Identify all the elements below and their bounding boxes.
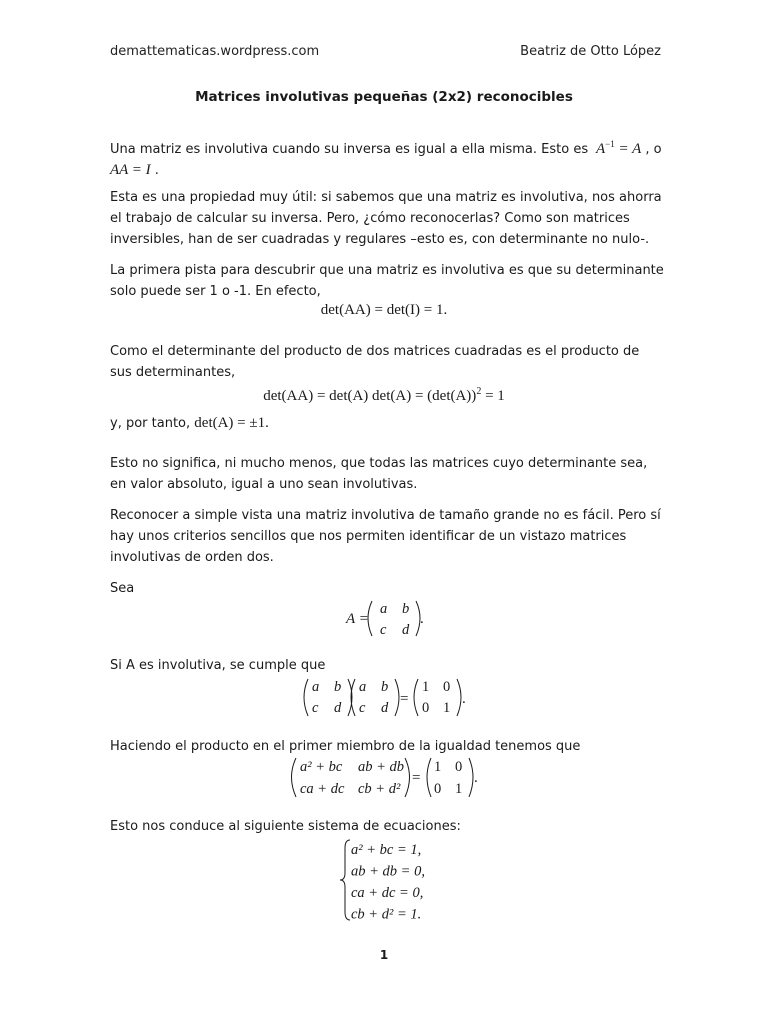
matrix-a-entry-22: d [402, 622, 410, 638]
det-equation-2-exponent: 2 [476, 386, 482, 397]
therefore-text: y, por tanto, [110, 416, 191, 431]
matrix-expanded-entry-12: ab + db [358, 759, 405, 775]
header-author: Beatriz de Otto López [520, 44, 661, 59]
matrix-id1-left-paren [414, 679, 418, 716]
inverse-rhs: = A [618, 141, 642, 157]
matrix-p2-entry-21: c [359, 700, 366, 716]
header-site: demattematicas.wordpress.com [110, 44, 320, 59]
matrix-id2-right-paren [469, 758, 473, 797]
product-equals-sign: = [400, 691, 409, 707]
matrix-id2-entry-12: 0 [455, 759, 463, 775]
det-equation-1: det(AA) = det(I) = 1. [320, 302, 448, 318]
matrix-p2-entry-22: d [381, 700, 389, 716]
matrix-id2-entry-21: 0 [434, 781, 442, 797]
paragraph-definition-text: Una matriz es involutiva cuando su inversa es igual a ella misma. Esto es [110, 142, 589, 157]
matrix-p1-entry-21: c [312, 700, 319, 716]
paragraph-product: Haciendo el producto en el primer miembro de la igualdad tenemos que [110, 739, 581, 754]
paragraph-involutive-condition: Si A es involutiva, se cumple que [110, 658, 326, 673]
det-equation-2-result: = 1 [481, 388, 505, 404]
matrix-p1-left-paren [304, 679, 308, 716]
paragraph-sea: Sea [110, 581, 135, 596]
system-equation-4: cb + d² = 1. [351, 906, 422, 923]
product-period: . [462, 691, 466, 707]
matrix-a-entry-21: c [380, 622, 387, 638]
matrix-id1-entry-21: 0 [422, 700, 430, 716]
paragraph-system: Esto nos conduce al siguiente sistema de ecuaciones: [110, 819, 461, 834]
paragraph-not-all: Esto no significa, ni mucho menos, que todas las matrices cuyo determinante sea, en valor absoluto, igual a uno sean involutivas. [110, 456, 648, 492]
matrix-a-entry-12: b [402, 601, 410, 617]
matrix-p1-entry-22: d [334, 700, 342, 716]
paragraph-determinant-product: Como el determinante del producto de dos matrices cuadradas es el producto de sus determinantes, [110, 344, 640, 380]
system-equation-3: ca + dc = 0, [351, 885, 424, 901]
matrix-a-entry-11: a [380, 601, 388, 617]
matrix-id2-left-paren [427, 758, 431, 797]
matrix-expanded-entry-22: cb + d² [358, 781, 401, 797]
matrix-id1-entry-11: 1 [422, 679, 430, 695]
aa-equation: AA = I [110, 162, 151, 178]
matrix-expanded-entry-11: a² + bc [300, 759, 343, 775]
document-title: Matrices involutivas pequeñas (2x2) reconocibles [195, 89, 573, 105]
system-equation-1: a² + bc = 1, [351, 842, 422, 858]
system-equation-2: ab + db = 0, [351, 863, 425, 880]
matrix-expanded-right-paren [405, 758, 410, 797]
matrix-id1-entry-12: 0 [443, 679, 451, 695]
matrix-p1-entry-11: a [312, 679, 320, 695]
matrix-p1-entry-12: b [334, 679, 342, 695]
system-brace [340, 840, 350, 920]
expanded-equals-sign: = [412, 770, 421, 786]
matrix-id2-entry-22: 1 [455, 781, 463, 797]
paragraph-criteria: Reconocer a simple vista una matriz involutiva de tamaño grande no es fácil. Pero sí hay unos criterios sencillos que nos permiten identificar de un vistazo matrices involutivas de orden dos. [110, 508, 661, 565]
matrix-id1-right-paren [457, 679, 461, 716]
matrix-p2-entry-12: b [381, 679, 389, 695]
paragraph-first-hint: La primera pista para descubrir que una matriz es involutiva es que su determinante solo puede ser 1 o -1. En efecto, [110, 263, 664, 299]
expanded-period: . [474, 770, 478, 786]
matrix-a-period: . [420, 611, 424, 627]
matrix-id1-entry-22: 1 [443, 700, 451, 716]
inverse-exponent: −1 [605, 139, 615, 149]
paragraph-property: Esta es una propiedad muy útil: si sabemos que una matriz es involutiva, nos ahorra el trabajo de calcular su inversa. Pero, ¿cómo reconocerlas? Como son matrices inversibles, han de ser cuadradas y regulares –esto es, con determinante no nulo-. [110, 190, 662, 247]
inverse-lhs: A [596, 141, 606, 157]
matrix-expanded-left-paren [292, 758, 297, 797]
paragraph-definition: Una matriz es involutiva cuando su inversa es igual a ella misma. Esto es $A^{-1} = A$ , o AA = I . [110, 139, 662, 178]
det-equation-3: det(A) = ±1. [194, 415, 269, 431]
paragraph-definition-or: , o [645, 142, 662, 157]
matrix-id2-entry-11: 1 [434, 759, 442, 775]
matrix-p2-right-paren [395, 679, 399, 716]
matrix-a-lhs: A = [346, 611, 369, 627]
det-equation-2-main: det(AA) = det(A) det(A) = (det(A)) [263, 388, 477, 404]
page-number: 1 [379, 948, 389, 962]
matrix-expanded-entry-21: ca + dc [300, 781, 345, 797]
matrix-p2-entry-11: a [359, 679, 367, 695]
